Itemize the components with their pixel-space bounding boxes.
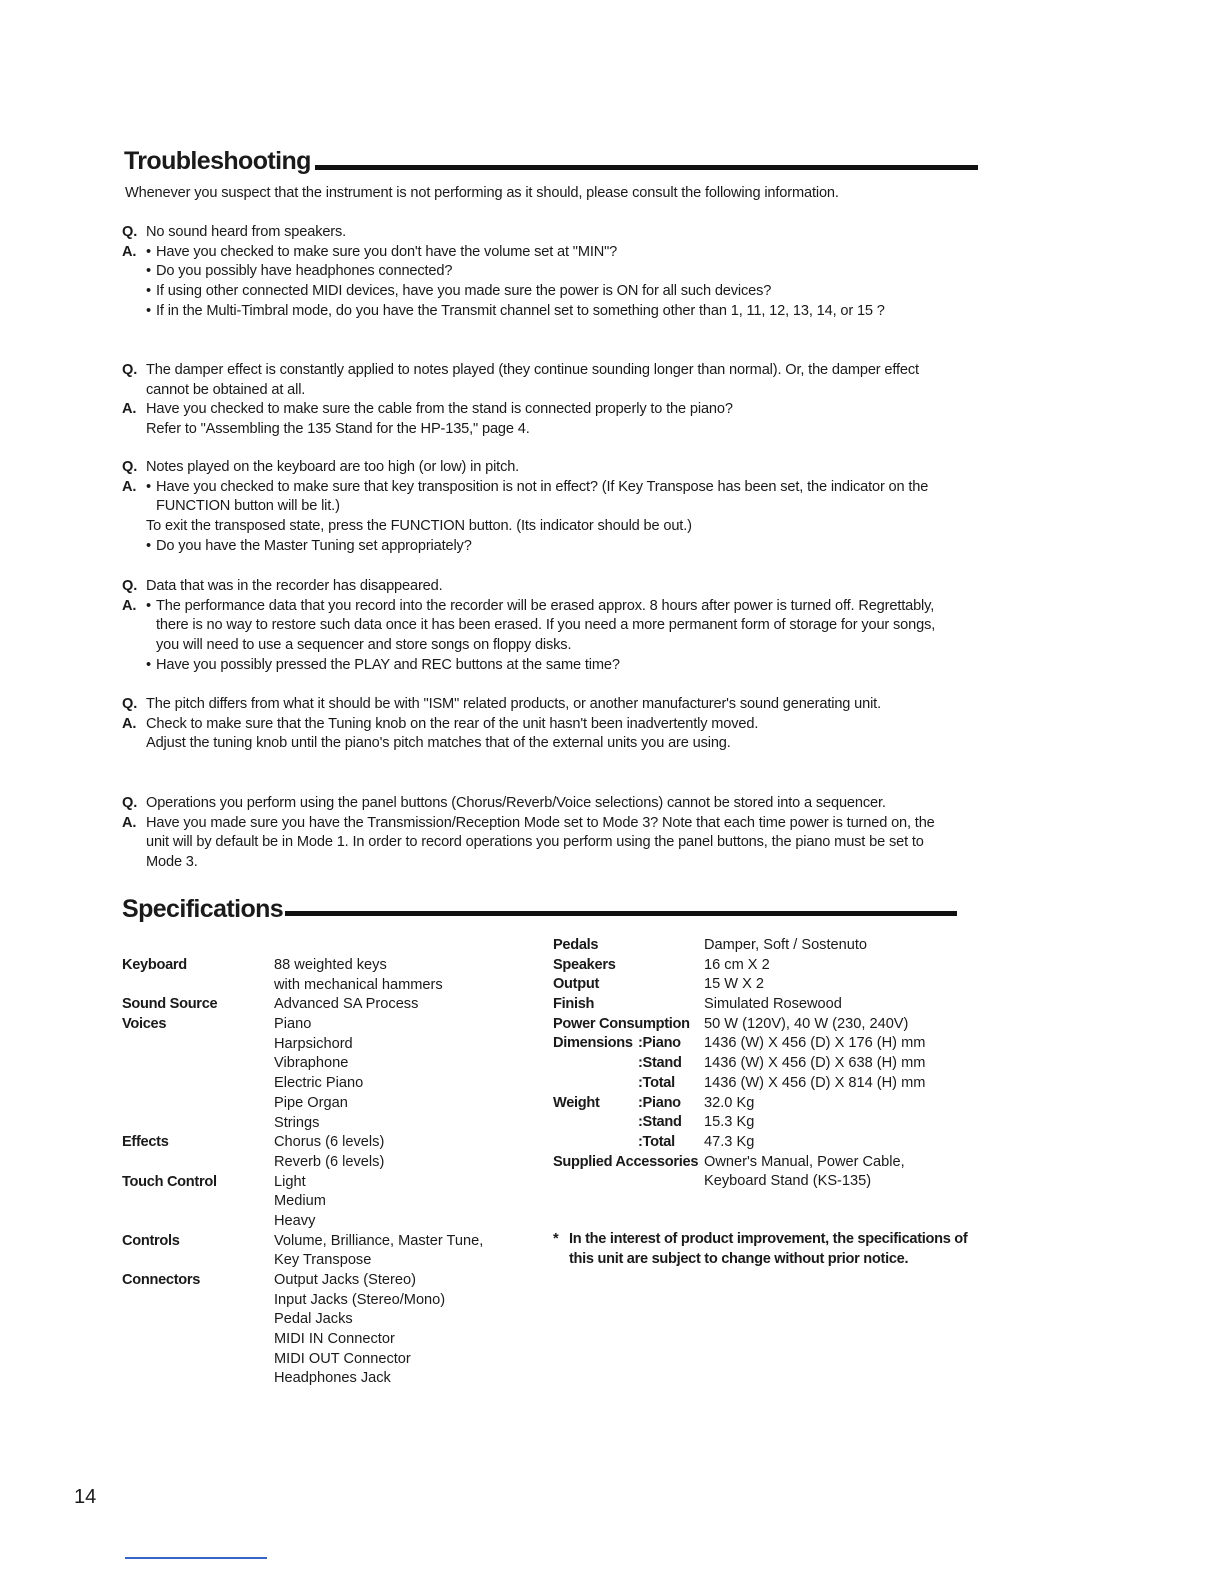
spec-row xyxy=(122,1310,483,1330)
qa-block xyxy=(122,361,957,440)
spec-value: Heavy xyxy=(274,1212,316,1229)
answer-item xyxy=(146,243,957,263)
question xyxy=(122,361,957,400)
answer-text: Adjust the tuning knob until the piano's pitch matches that of the external units you are using. xyxy=(146,735,731,752)
spec-label xyxy=(122,1310,274,1330)
heading-rule xyxy=(315,165,978,170)
spec-label xyxy=(122,1330,274,1350)
spec-table-right xyxy=(553,936,925,1192)
spec-label: Keyboard xyxy=(122,957,187,973)
answer-text: Have you made sure you have the Transmission/Reception Mode set to Mode 3? Note that each time power is turned on, the unit will by default be in Mode 1. In order to record operations you perform using the panel buttons, the piano must be set to Mode 3. xyxy=(146,814,935,871)
spec-value: Key Transpose xyxy=(274,1252,372,1269)
spec-value: 16 cm X 2 xyxy=(704,956,770,973)
spec-row xyxy=(122,1015,483,1035)
answer-item xyxy=(146,478,957,517)
question xyxy=(122,794,957,814)
spec-value: Chorus (6 levels) xyxy=(274,1134,385,1151)
troubleshooting-intro: Whenever you suspect that the instrument is not performing as it should, please consult the following information. xyxy=(125,185,839,201)
answer xyxy=(122,478,957,557)
spec-sublabel: :Total xyxy=(638,1074,675,1091)
spec-value: 47.3 Kg xyxy=(704,1133,755,1150)
spec-row xyxy=(122,1350,483,1370)
spec-row xyxy=(553,1074,925,1094)
spec-row xyxy=(122,1094,483,1114)
q-marker: Q. xyxy=(122,578,138,594)
answer-text: Have you checked to make sure that key transposition is not in effect? (If Key Transpose has been set, the indicator on the FUNCTION button will be lit.) xyxy=(156,478,929,515)
heading-rule xyxy=(285,911,957,916)
spec-value: Pipe Organ xyxy=(274,1094,348,1111)
spec-label: Voices xyxy=(122,1016,167,1033)
spec-label xyxy=(122,976,274,996)
question-text: Operations you perform using the panel buttons (Chorus/Reverb/Voice selections) cannot be stored into a sequencer. xyxy=(146,795,886,811)
qa-block xyxy=(122,577,957,676)
spec-row xyxy=(553,1015,925,1035)
spec-label: Controls xyxy=(122,1232,180,1249)
question xyxy=(122,223,957,243)
spec-row xyxy=(553,1094,925,1114)
spec-value: 15 W X 2 xyxy=(704,976,765,993)
spec-value: Headphones Jack xyxy=(274,1370,391,1387)
spec-value: Reverb (6 levels) xyxy=(274,1153,385,1170)
answer-text: Have you checked to make sure the cable from the stand is connected properly to the piano? xyxy=(146,401,733,418)
q-marker: Q. xyxy=(122,795,138,811)
answer-text: Have you possibly pressed the PLAY and REC buttons at the same time? xyxy=(156,656,620,673)
a-marker: A. xyxy=(122,478,137,495)
spec-label xyxy=(122,1074,274,1094)
spec-row xyxy=(553,1054,925,1074)
question-text: Notes played on the keyboard are too high (or low) in pitch. xyxy=(146,459,520,475)
answer-text: Refer to "Assembling the 135 Stand for the HP-135," page 4. xyxy=(146,421,530,438)
answer-item xyxy=(146,715,957,735)
spec-value: Piano xyxy=(274,1016,312,1033)
spec-row xyxy=(553,956,925,976)
answer xyxy=(122,814,957,873)
a-marker: A. xyxy=(122,401,137,418)
a-marker: A. xyxy=(122,597,137,614)
answer-item xyxy=(146,262,957,282)
note-marker: * xyxy=(553,1231,559,1247)
bullet-icon: • xyxy=(146,283,151,300)
spec-label xyxy=(553,1054,638,1074)
answer-text: Have you checked to make sure you don't have the volume set at "MIN"? xyxy=(156,243,618,260)
bullet-icon: • xyxy=(146,243,151,260)
spec-row xyxy=(122,1173,483,1193)
footer-line xyxy=(125,1557,267,1559)
qa-block xyxy=(122,794,957,873)
spec-label xyxy=(122,1054,274,1074)
spec-value: 50 W (120V), 40 W (230, 240V) xyxy=(704,1015,909,1032)
spec-label xyxy=(553,1172,638,1192)
qa-block xyxy=(122,223,957,322)
answer-text: If using other connected MIDI devices, have you made sure the power is ON for all such devices? xyxy=(156,283,772,300)
note-text: In the interest of product improvement, the specifications of this unit are subject to change without prior notice. xyxy=(569,1231,968,1267)
answer xyxy=(122,715,957,754)
question-text: The pitch differs from what it should be with "ISM" related products, or another manufacturer's sound generating unit. xyxy=(146,696,881,712)
spec-row xyxy=(122,1232,483,1252)
q-marker: Q. xyxy=(122,459,138,475)
spec-row xyxy=(122,1330,483,1350)
qa-block xyxy=(122,458,957,557)
spec-label: Effects xyxy=(122,1134,169,1151)
spec-row xyxy=(122,1369,483,1389)
spec-value: with mechanical hammers xyxy=(274,976,443,993)
spec-row xyxy=(122,1271,483,1291)
spec-sublabel xyxy=(638,956,704,976)
q-marker: Q. xyxy=(122,362,138,378)
spec-row xyxy=(553,1133,925,1153)
spec-sublabel: :Piano xyxy=(638,1094,681,1111)
spec-label: Dimensions xyxy=(553,1035,633,1052)
spec-row xyxy=(122,1074,483,1094)
spec-label: Touch Control xyxy=(122,1173,217,1190)
spec-row xyxy=(553,995,925,1015)
spec-label: Speakers xyxy=(553,956,616,973)
spec-value: Pedal Jacks xyxy=(274,1311,353,1328)
page-number: 14 xyxy=(74,1486,97,1508)
answer-text: To exit the transposed state, press the FUNCTION button. (Its indicator should be out.) xyxy=(146,518,692,535)
spec-label xyxy=(553,1113,638,1133)
spec-label xyxy=(122,1114,274,1134)
spec-row xyxy=(553,936,925,956)
spec-note xyxy=(553,1230,983,1269)
spec-value: Keyboard Stand (KS-135) xyxy=(704,1173,872,1190)
bullet-icon: • xyxy=(146,478,151,495)
spec-value: Owner's Manual, Power Cable, xyxy=(704,1153,905,1170)
answer-text: The performance data that you record into the recorder will be erased approx. 8 hours after power is turned off. Regrettably, there is no way to restore such data once it has been erased. If you need a more permanent form of storage for your songs, you will need to use a sequencer and store songs on floppy disks. xyxy=(156,597,936,654)
answer xyxy=(122,400,957,439)
spec-value: Input Jacks (Stereo/Mono) xyxy=(274,1291,446,1308)
spec-sublabel: :Total xyxy=(638,1133,675,1150)
answer-item xyxy=(146,400,957,420)
answer-text: Do you have the Master Tuning set appropriately? xyxy=(156,537,472,554)
question-text: Data that was in the recorder has disappeared. xyxy=(146,578,443,594)
bullet-icon: • xyxy=(146,537,151,554)
bullet-icon: • xyxy=(146,597,151,614)
spec-row xyxy=(553,975,925,995)
spec-sublabel xyxy=(638,936,704,956)
answer-item xyxy=(146,282,957,302)
answer-text: Do you possibly have headphones connected? xyxy=(156,263,453,280)
spec-row xyxy=(553,1172,925,1192)
question-text: No sound heard from speakers. xyxy=(146,224,347,240)
spec-sublabel xyxy=(638,975,704,995)
qa-block xyxy=(122,695,957,754)
spec-label: Finish xyxy=(553,996,595,1013)
answer-item xyxy=(146,420,957,440)
question xyxy=(122,695,957,715)
spec-value: Volume, Brilliance, Master Tune, xyxy=(274,1232,484,1249)
spec-row xyxy=(122,1153,483,1173)
spec-row xyxy=(122,995,483,1015)
q-marker: Q. xyxy=(122,696,138,712)
q-marker: Q. xyxy=(122,224,138,240)
answer xyxy=(122,243,957,322)
spec-value: Damper, Soft / Sostenuto xyxy=(704,937,868,953)
spec-row xyxy=(122,1192,483,1212)
spec-row xyxy=(122,1251,483,1271)
spec-table-left xyxy=(122,956,483,1389)
spec-value: 15.3 Kg xyxy=(704,1114,755,1131)
spec-value: Strings xyxy=(274,1114,320,1131)
spec-row xyxy=(122,1212,483,1232)
spec-row xyxy=(122,976,483,996)
specifications-heading: Specifications xyxy=(122,895,284,923)
spec-row xyxy=(122,1114,483,1134)
spec-sublabel xyxy=(638,995,704,1015)
spec-row xyxy=(122,1133,483,1153)
spec-row xyxy=(553,1113,925,1133)
troubleshooting-heading: Troubleshooting xyxy=(124,147,311,175)
spec-label xyxy=(122,1035,274,1055)
spec-label: Power Consumption xyxy=(553,1015,690,1032)
spec-value: 1436 (W) X 456 (D) X 814 (H) mm xyxy=(704,1074,926,1091)
spec-label xyxy=(122,1251,274,1271)
spec-value: Simulated Rosewood xyxy=(704,996,842,1013)
spec-label xyxy=(122,1291,274,1311)
spec-sublabel: :Stand xyxy=(638,1055,682,1072)
spec-row xyxy=(122,1035,483,1055)
spec-value: Medium xyxy=(274,1193,326,1210)
spec-row xyxy=(122,1291,483,1311)
answer-text: Check to make sure that the Tuning knob on the rear of the unit hasn't been inadvertently moved. xyxy=(146,715,759,732)
answer-text: If in the Multi-Timbral mode, do you have the Transmit channel set to something other than 1, 11, 12, 13, 14, or 15 ? xyxy=(156,302,885,319)
question xyxy=(122,458,957,478)
spec-value: Light xyxy=(274,1173,306,1190)
spec-label xyxy=(122,1192,274,1212)
spec-sublabel xyxy=(638,1172,704,1192)
answer-item xyxy=(146,734,957,754)
spec-label xyxy=(553,1133,638,1153)
a-marker: A. xyxy=(122,814,137,831)
question xyxy=(122,577,957,597)
spec-label: Output xyxy=(553,976,600,993)
spec-label: Sound Source xyxy=(122,996,218,1013)
spec-label: Connectors xyxy=(122,1272,201,1288)
spec-row xyxy=(553,1034,925,1054)
answer-item xyxy=(146,597,957,656)
spec-value: MIDI OUT Connector xyxy=(274,1350,411,1367)
spec-label xyxy=(122,1094,274,1114)
spec-label: Pedals xyxy=(553,937,599,953)
answer-item xyxy=(146,814,957,873)
spec-label: Supplied Accessories xyxy=(553,1153,699,1170)
spec-value: Advanced SA Process xyxy=(274,996,419,1013)
spec-sublabel: :Stand xyxy=(638,1114,682,1131)
spec-value: Vibraphone xyxy=(274,1055,349,1072)
a-marker: A. xyxy=(122,243,137,260)
spec-value: MIDI IN Connector xyxy=(274,1331,395,1348)
spec-row xyxy=(553,1153,925,1173)
spec-row xyxy=(122,956,483,976)
spec-label xyxy=(122,1350,274,1370)
spec-sublabel: :Piano xyxy=(638,1035,681,1052)
spec-label xyxy=(122,1153,274,1173)
spec-value: Output Jacks (Stereo) xyxy=(274,1272,416,1288)
answer xyxy=(122,597,957,676)
spec-row xyxy=(122,1054,483,1074)
spec-label: Weight xyxy=(553,1094,600,1111)
spec-label xyxy=(553,1074,638,1094)
question-text: The damper effect is constantly applied to notes played (they continue sounding longer than normal). Or, the damper effect cannot be obtained at all. xyxy=(146,362,919,398)
bullet-icon: • xyxy=(146,263,151,280)
answer-item xyxy=(146,302,957,322)
answer-item xyxy=(146,537,957,557)
spec-value: 88 weighted keys xyxy=(274,957,387,973)
a-marker: A. xyxy=(122,715,137,732)
bullet-icon: • xyxy=(146,302,151,319)
spec-label xyxy=(122,1369,274,1389)
spec-value: 1436 (W) X 456 (D) X 176 (H) mm xyxy=(704,1035,926,1052)
spec-value: Electric Piano xyxy=(274,1075,364,1092)
answer-item xyxy=(146,656,957,676)
bullet-icon: • xyxy=(146,656,151,673)
answer-item xyxy=(146,517,957,537)
spec-value: 1436 (W) X 456 (D) X 638 (H) mm xyxy=(704,1055,926,1072)
spec-label xyxy=(122,1212,274,1232)
spec-value: 32.0 Kg xyxy=(704,1094,755,1111)
spec-value: Harpsichord xyxy=(274,1035,353,1052)
